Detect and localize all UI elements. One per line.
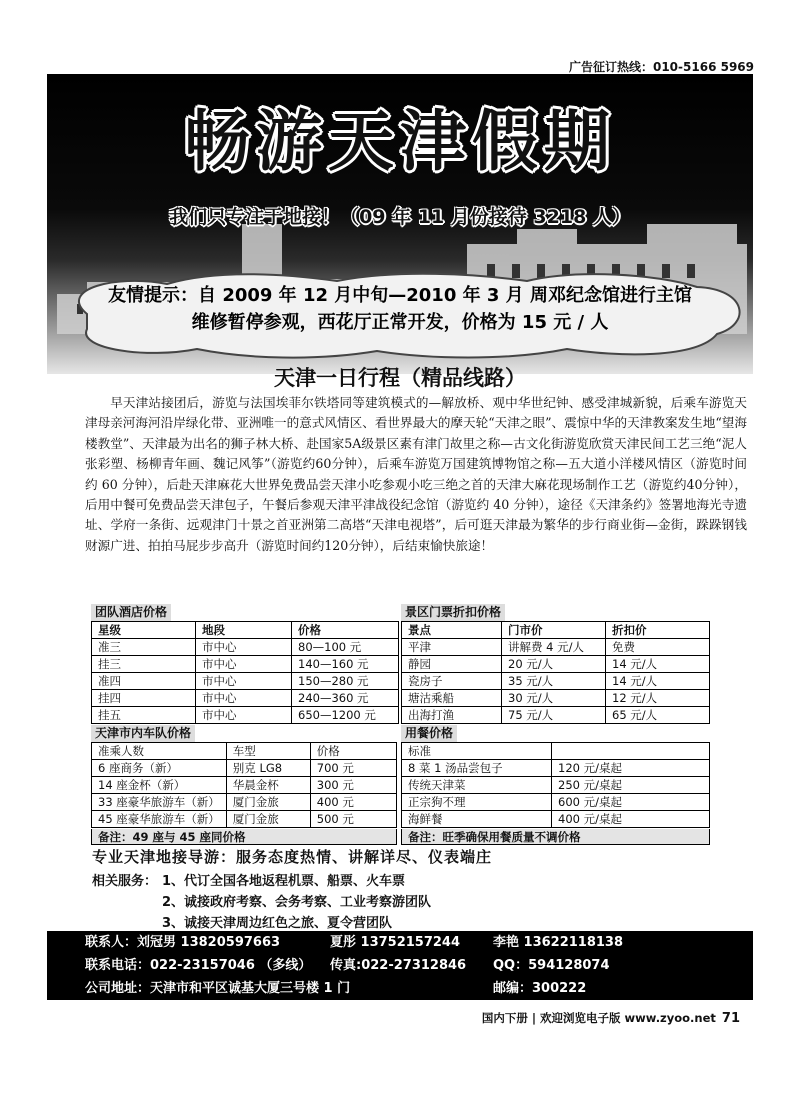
cell: 650—1200 元 — [292, 707, 399, 724]
cell: 140—160 元 — [292, 656, 399, 673]
contact-panel — [47, 931, 753, 1000]
cars-table — [91, 742, 397, 828]
cell: 150—280 元 — [292, 673, 399, 690]
table-row — [92, 811, 397, 828]
service-item: 2、诚接政府考察、会务考察、工业考察游团队 — [162, 895, 432, 910]
page-number: 71 — [721, 1011, 740, 1026]
meals-table — [401, 742, 710, 828]
cell: 厦门金旅 — [226, 811, 310, 828]
services-label: 相关服务： — [92, 874, 158, 889]
cell: 海鲜餐 — [402, 811, 552, 828]
header-cell: 门市价 — [502, 622, 606, 639]
contact-phone: 联系电话：022-23157046 （多线） — [85, 958, 312, 973]
tickets-table — [401, 621, 710, 724]
cell: 挂五 — [92, 707, 196, 724]
table-row — [402, 690, 710, 707]
hotel-table-title: 团队酒店价格 — [91, 604, 171, 621]
header-cell: 标准 — [402, 743, 552, 760]
ad-hotline: 广告征订热线：010-5166 5969 — [568, 60, 754, 74]
cars-note: 备注：49 座与 45 座同价格 — [91, 829, 397, 845]
service-row — [92, 892, 431, 913]
contact-postcode: 邮编：300222 — [493, 981, 587, 996]
contact-address: 公司地址：天津市和平区诚基大厦三号楼 1 门 — [85, 981, 351, 996]
cell: 14 元/人 — [606, 656, 710, 673]
cell: 20 元/人 — [502, 656, 606, 673]
cell: 免费 — [606, 639, 710, 656]
table-row — [92, 639, 399, 656]
header-cell: 地段 — [196, 622, 292, 639]
header-cell: 价格 — [310, 743, 396, 760]
cell: 瓷房子 — [402, 673, 502, 690]
header-cell: 准乘人数 — [92, 743, 227, 760]
contact-person: 李艳 13622118138 — [493, 935, 624, 950]
table-row — [402, 760, 710, 777]
main-title: 畅游天津假期 — [184, 103, 616, 180]
contact-label: 联系人： — [85, 935, 138, 950]
cell: 8 菜 1 汤品尝包子 — [402, 760, 552, 777]
banner — [47, 74, 753, 374]
header-cell — [552, 743, 710, 760]
service-item: 3、诚接天津周边红色之旅、夏令营团队 — [162, 916, 393, 931]
cell: 市中心 — [196, 639, 292, 656]
cell: 市中心 — [196, 707, 292, 724]
meals-table-title: 用餐价格 — [401, 725, 457, 742]
tickets-table-title: 景区门票折扣价格 — [401, 604, 505, 621]
cell: 500 元 — [310, 811, 396, 828]
cell: 挂三 — [92, 656, 196, 673]
notice — [77, 282, 723, 336]
cell: 准三 — [92, 639, 196, 656]
header-cell: 折扣价 — [606, 622, 710, 639]
cars-table-title: 天津市内车队价格 — [91, 725, 195, 742]
cell: 别克 LG8 — [226, 760, 310, 777]
table-row — [92, 777, 397, 794]
cell: 市中心 — [196, 656, 292, 673]
cell: 30 元/人 — [502, 690, 606, 707]
table-header-row — [402, 743, 710, 760]
notice-line-1: 友情提示：自 2009 年 12 月中旬—2010 年 3 月 周邓纪念馆进行主馆 — [108, 285, 692, 306]
cell: 华晨金杯 — [226, 777, 310, 794]
cell: 12 元/人 — [606, 690, 710, 707]
cell: 静园 — [402, 656, 502, 673]
cell: 400 元/桌起 — [552, 811, 710, 828]
cell: 240—360 元 — [292, 690, 399, 707]
cell: 700 元 — [310, 760, 396, 777]
table-header-row — [92, 743, 397, 760]
notice-line-2: 维修暂停参观，西花厅正常开发，价格为 15 元 / 人 — [191, 312, 609, 333]
cell: 33 座豪华旅游车（新） — [92, 794, 227, 811]
cell: 14 元/人 — [606, 673, 710, 690]
table-row — [402, 656, 710, 673]
cell: 400 元 — [310, 794, 396, 811]
header-cell: 景点 — [402, 622, 502, 639]
table-row — [402, 794, 710, 811]
footer-text: 国内下册 | 欢迎浏览电子版 www.zyoo.net — [481, 1011, 716, 1025]
cell: 35 元/人 — [502, 673, 606, 690]
contact-qq: QQ：594128074 — [493, 958, 610, 973]
header-cell: 价格 — [292, 622, 399, 639]
cell: 600 元/桌起 — [552, 794, 710, 811]
guide-slogan: 专业天津地接导游：服务态度热情、讲解详尽、仪表端庄 — [92, 848, 493, 866]
table-row — [92, 690, 399, 707]
cell: 平津 — [402, 639, 502, 656]
contact-person: 夏彤 13752157244 — [330, 935, 461, 950]
table-row — [92, 656, 399, 673]
header-cell: 车型 — [226, 743, 310, 760]
cell: 塘沽乘船 — [402, 690, 502, 707]
table-row — [402, 673, 710, 690]
cell: 讲解费 4 元/人 — [502, 639, 606, 656]
table-header-row — [92, 622, 399, 639]
contact-fax: 传真:022-27312846 — [330, 958, 467, 973]
table-row — [92, 760, 397, 777]
cell: 6 座商务（新） — [92, 760, 227, 777]
cell: 挂四 — [92, 690, 196, 707]
table-row — [402, 811, 710, 828]
cell: 14 座金杯（新） — [92, 777, 227, 794]
table-row — [402, 707, 710, 724]
cell: 80—100 元 — [292, 639, 399, 656]
cell: 120 元/桌起 — [552, 760, 710, 777]
meals-note: 备注：旺季确保用餐质量不调价格 — [401, 829, 710, 845]
cell: 正宗狗不理 — [402, 794, 552, 811]
cell: 传统天津菜 — [402, 777, 552, 794]
table-row — [92, 794, 397, 811]
page-footer — [482, 1010, 740, 1026]
cell: 出海打渔 — [402, 707, 502, 724]
cell: 市中心 — [196, 690, 292, 707]
cell: 300 元 — [310, 777, 396, 794]
table-row — [92, 673, 399, 690]
table-row — [402, 639, 710, 656]
cell: 厦门金旅 — [226, 794, 310, 811]
cell: 75 元/人 — [502, 707, 606, 724]
contact-person: 刘冠男 13820597663 — [137, 935, 281, 950]
table-row — [402, 777, 710, 794]
table-row — [92, 707, 399, 724]
contact-people-row — [85, 931, 280, 954]
service-row — [92, 871, 431, 892]
slogan: 我们只专注于地接！（09 年 11 月份接待 3218 人） — [169, 206, 631, 228]
cell: 45 座豪华旅游车（新） — [92, 811, 227, 828]
services — [92, 871, 431, 934]
table-header-row — [402, 622, 710, 639]
cell: 准四 — [92, 673, 196, 690]
itinerary-body: 早天津站接团后，游览与法国埃菲尔铁塔同等建筑模式的—解放桥、观中华世纪钟、感受津城新貌，后乘车游览天津母亲河海河沿岸绿化带、亚洲唯一的意式风情区、看世界最大的摩天轮“天津之眼”、震惊中华的天津教案发生地“望海楼教堂”、天津最为出名的狮子林大桥、赴国家5A级景区素有津门故里之称—古文化街游览欣赏天津民间工艺三绝“泥人张彩塑、杨柳青年画、魏记风筝”（游览约60分钟），后乘车游览万国建筑博物馆之称—五大道小洋楼风情区（游览时间约 60 分钟），后赴天津麻花大世界免费品尝天津小吃参观小吃三绝之首的天津大麻花现场制作工艺（游览约40分钟），后用中餐可免费品尝天津包子，午餐后参观天津平津战役纪念馆（游览约 40 分钟），途径《天津条约》签署地海光寺遗址、学府一条街、远观津门十景之首亚洲第二高塔“天津电视塔”，后可逛天津最为繁华的步行商业街—金街，跺跺钢钱财源广进、拍拍马屁步步高升（游览时间约120分钟），后结束愉快旅途！ — [85, 395, 747, 553]
hotel-table — [91, 621, 399, 724]
cell: 250 元/桌起 — [552, 777, 710, 794]
header-cell: 星级 — [92, 622, 196, 639]
itinerary-title: 天津一日行程（精品线路） — [274, 365, 526, 390]
cell: 65 元/人 — [606, 707, 710, 724]
cell: 市中心 — [196, 673, 292, 690]
service-item: 1、代订全国各地返程机票、船票、火车票 — [162, 874, 406, 889]
